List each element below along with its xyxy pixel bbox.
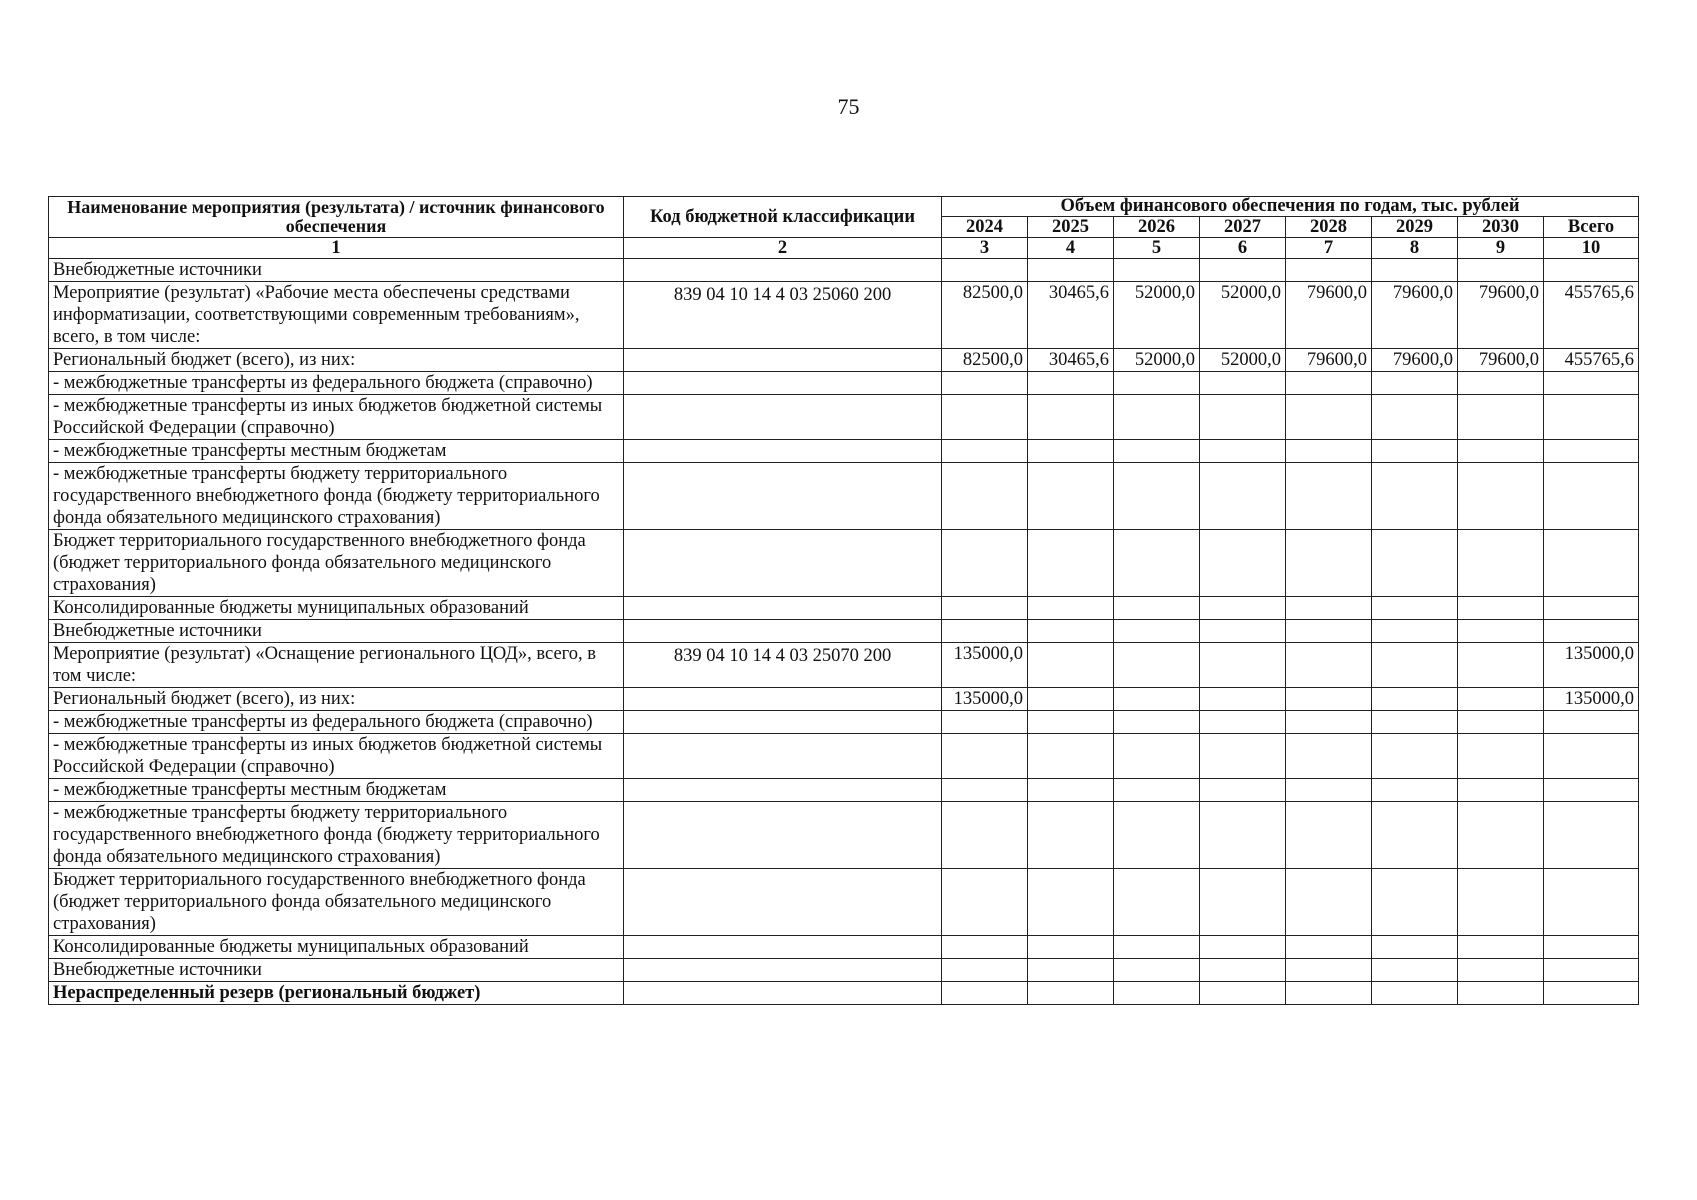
row-year-value [1200,982,1286,1005]
row-year-value [1286,643,1372,688]
row-budget-code [624,620,942,643]
column-number: 7 [1286,238,1372,259]
row-year-value [1028,372,1114,395]
row-year-value [942,597,1028,620]
row-total-value: 455765,6 [1544,282,1639,349]
row-year-value [1028,869,1114,936]
row-year-value: 30465,6 [1028,349,1114,372]
row-year-value [1114,620,1200,643]
row-name: Мероприятие (результат) «Рабочие места обеспечены средствами информатизации, соответствующими современным требованиям», всего, в том числе: [49,282,624,349]
table-row [49,711,1639,734]
row-year-value [1114,597,1200,620]
row-year-value [1114,936,1200,959]
header-year: 2026 [1114,217,1200,238]
row-year-value [1200,734,1286,779]
column-number: 8 [1372,238,1458,259]
row-year-value [942,463,1028,530]
row-year-value [1286,936,1372,959]
row-year-value [1028,936,1114,959]
row-year-value [1200,259,1286,282]
row-year-value [1200,643,1286,688]
row-year-value [1200,463,1286,530]
row-total-value [1544,372,1639,395]
row-year-value [1028,734,1114,779]
row-year-value [942,711,1028,734]
table-row [49,530,1639,597]
table-row [49,259,1639,282]
table-row [49,779,1639,802]
row-year-value [1028,779,1114,802]
row-year-value [1286,959,1372,982]
column-numbers-row [49,238,1639,259]
row-year-value [1200,869,1286,936]
row-year-value [1458,688,1544,711]
row-year-value [1372,530,1458,597]
row-year-value: 79600,0 [1372,349,1458,372]
row-year-value [1458,530,1544,597]
row-budget-code [624,688,942,711]
row-year-value [1372,597,1458,620]
row-year-value [1458,440,1544,463]
header-code: Код бюджетной классификации [624,197,942,238]
row-name: - межбюджетные трансферты из иных бюджетов бюджетной системы Российской Федерации (справочно) [49,734,624,779]
row-year-value [1114,643,1200,688]
row-year-value [1114,440,1200,463]
row-total-value [1544,802,1639,869]
row-budget-code: 839 04 10 14 4 03 25060 200 [624,282,942,349]
row-year-value [1200,779,1286,802]
row-year-value [1028,643,1114,688]
row-year-value [1458,802,1544,869]
row-year-value [1028,711,1114,734]
row-budget-code: 839 04 10 14 4 03 25070 200 [624,643,942,688]
row-year-value [1458,597,1544,620]
row-year-value [1114,463,1200,530]
row-total-value [1544,597,1639,620]
row-name: Мероприятие (результат) «Оснащение регионального ЦОД», всего, в том числе: [49,643,624,688]
row-year-value [1458,936,1544,959]
row-name: - межбюджетные трансферты из федерального бюджета (справочно) [49,711,624,734]
row-budget-code [624,372,942,395]
row-budget-code [624,597,942,620]
column-number: 5 [1114,238,1200,259]
row-name: Региональный бюджет (всего), из них: [49,688,624,711]
row-year-value [1114,259,1200,282]
row-year-value [1114,372,1200,395]
row-year-value [1372,620,1458,643]
row-year-value [1372,779,1458,802]
row-year-value: 52000,0 [1114,282,1200,349]
table-row [49,734,1639,779]
row-total-value [1544,259,1639,282]
row-year-value: 30465,6 [1028,282,1114,349]
row-total-value [1544,463,1639,530]
row-year-value [1372,643,1458,688]
row-year-value [1458,643,1544,688]
row-year-value [1286,982,1372,1005]
row-year-value [1028,620,1114,643]
row-year-value [1372,463,1458,530]
row-budget-code [624,440,942,463]
row-year-value [1028,395,1114,440]
row-year-value [1028,802,1114,869]
row-year-value [1372,734,1458,779]
row-year-value [1458,259,1544,282]
row-year-value [1372,440,1458,463]
header-year: 2027 [1200,217,1286,238]
row-year-value [1028,463,1114,530]
row-year-value [1458,779,1544,802]
row-budget-code [624,530,942,597]
row-year-value [942,620,1028,643]
row-year-value [1114,802,1200,869]
row-year-value [1458,395,1544,440]
row-year-value [1286,620,1372,643]
row-year-value [1372,959,1458,982]
row-name: Бюджет территориального государственного внебюджетного фонда (бюджет территориального фонда обязательного медицинского страхования) [49,530,624,597]
table-row [49,282,1639,349]
row-name: - межбюджетные трансферты бюджету территориального государственного внебюджетного фонда (бюджету территориального фонда обязательного медицинского страхования) [49,463,624,530]
row-year-value: 79600,0 [1286,349,1372,372]
row-budget-code [624,982,942,1005]
row-budget-code [624,395,942,440]
row-total-value: 455765,6 [1544,349,1639,372]
row-budget-code [624,259,942,282]
row-year-value [942,959,1028,982]
row-total-value [1544,620,1639,643]
row-year-value [1114,395,1200,440]
column-number: 6 [1200,238,1286,259]
row-budget-code [624,802,942,869]
row-year-value [942,869,1028,936]
row-year-value [1200,440,1286,463]
row-year-value [1200,395,1286,440]
row-name: Бюджет территориального государственного внебюджетного фонда (бюджет территориального фонда обязательного медицинского страхования) [49,869,624,936]
row-year-value [1458,620,1544,643]
row-year-value [1286,779,1372,802]
row-year-value [942,734,1028,779]
row-name: Нераспределенный резерв (региональный бюджет) [49,982,624,1005]
column-number: 4 [1028,238,1114,259]
row-name: Внебюджетные источники [49,620,624,643]
row-year-value [1286,869,1372,936]
row-year-value [1200,597,1286,620]
row-total-value [1544,959,1639,982]
row-year-value [1372,982,1458,1005]
row-name: - межбюджетные трансферты из федерального бюджета (справочно) [49,372,624,395]
row-year-value: 52000,0 [1200,349,1286,372]
header-year: 2029 [1372,217,1458,238]
row-total-value [1544,982,1639,1005]
row-year-value [1286,802,1372,869]
row-name: - межбюджетные трансферты бюджету территориального государственного внебюджетного фонда (бюджету территориального фонда обязательного медицинского страхования) [49,802,624,869]
header-name: Наименование мероприятия (результата) / источник финансового обеспечения [49,197,624,238]
row-year-value [1372,259,1458,282]
row-year-value [1114,530,1200,597]
table-row [49,372,1639,395]
table-row [49,463,1639,530]
table-row [49,440,1639,463]
row-year-value [942,936,1028,959]
row-year-value [1200,688,1286,711]
row-year-value [1458,711,1544,734]
table-body [49,259,1639,1005]
row-year-value [1286,440,1372,463]
row-year-value [1372,372,1458,395]
row-year-value [942,395,1028,440]
row-year-value [942,802,1028,869]
row-year-value [1114,734,1200,779]
table-row [49,395,1639,440]
row-name: Консолидированные бюджеты муниципальных образований [49,936,624,959]
column-number: 3 [942,238,1028,259]
row-year-value [1458,372,1544,395]
row-total-value [1544,734,1639,779]
row-year-value [1114,688,1200,711]
column-number: 9 [1458,238,1544,259]
row-year-value [1372,802,1458,869]
row-year-value [1200,372,1286,395]
row-year-value [1200,530,1286,597]
row-year-value [942,530,1028,597]
table-row [49,597,1639,620]
row-total-value [1544,395,1639,440]
row-year-value: 52000,0 [1114,349,1200,372]
table-row [49,802,1639,869]
row-name: Внебюджетные источники [49,259,624,282]
row-year-value [942,372,1028,395]
header-year: 2024 [942,217,1028,238]
row-year-value [1458,982,1544,1005]
row-total-value: 135000,0 [1544,643,1639,688]
header-year: 2025 [1028,217,1114,238]
row-year-value [1200,620,1286,643]
row-year-value [1200,711,1286,734]
row-year-value: 79600,0 [1372,282,1458,349]
row-year-value [942,440,1028,463]
row-name: Внебюджетные источники [49,959,624,982]
row-year-value [1028,982,1114,1005]
row-year-value [1372,936,1458,959]
row-year-value [942,259,1028,282]
row-year-value: 79600,0 [1458,349,1544,372]
row-budget-code [624,349,942,372]
row-year-value [1028,597,1114,620]
row-year-value [1372,869,1458,936]
table-row [49,869,1639,936]
row-year-value [1458,463,1544,530]
row-name: - межбюджетные трансферты местным бюджетам [49,779,624,802]
row-year-value [1286,463,1372,530]
row-total-value [1544,530,1639,597]
row-year-value [1286,259,1372,282]
row-year-value [1458,734,1544,779]
row-year-value: 52000,0 [1200,282,1286,349]
table-row [49,982,1639,1005]
row-year-value [1028,440,1114,463]
table-row [49,688,1639,711]
row-year-value [1458,959,1544,982]
row-year-value: 79600,0 [1458,282,1544,349]
row-total-value [1544,711,1639,734]
row-year-value [1028,530,1114,597]
row-budget-code [624,936,942,959]
row-budget-code [624,463,942,530]
row-year-value [1286,395,1372,440]
row-total-value [1544,936,1639,959]
header-total: Всего [1544,217,1639,238]
table-row [49,620,1639,643]
row-name: - межбюджетные трансферты из иных бюджетов бюджетной системы Российской Федерации (справочно) [49,395,624,440]
row-year-value [1286,372,1372,395]
row-year-value [1028,688,1114,711]
row-budget-code [624,959,942,982]
row-year-value: 82500,0 [942,282,1028,349]
row-total-value [1544,440,1639,463]
row-year-value [1286,597,1372,620]
row-total-value [1544,779,1639,802]
row-budget-code [624,711,942,734]
row-name: Консолидированные бюджеты муниципальных образований [49,597,624,620]
page-number: 75 [837,94,860,119]
row-year-value [1200,959,1286,982]
row-year-value [1200,802,1286,869]
header-volume: Объем финансового обеспечения по годам, тыс. рублей [942,197,1639,217]
row-year-value [1114,959,1200,982]
row-year-value [1200,936,1286,959]
row-name: Региональный бюджет (всего), из них: [49,349,624,372]
row-year-value [942,982,1028,1005]
table-row [49,959,1639,982]
row-year-value [1114,982,1200,1005]
row-year-value: 79600,0 [1286,282,1372,349]
row-year-value [1286,530,1372,597]
column-number: 2 [624,238,942,259]
row-year-value [1286,734,1372,779]
row-year-value [1114,711,1200,734]
row-year-value [1458,869,1544,936]
header-year: 2030 [1458,217,1544,238]
row-year-value: 135000,0 [942,643,1028,688]
row-year-value [1372,711,1458,734]
row-year-value [1028,259,1114,282]
row-year-value [1286,688,1372,711]
row-name: - межбюджетные трансферты местным бюджетам [49,440,624,463]
row-year-value [942,779,1028,802]
row-year-value [1286,711,1372,734]
row-year-value: 135000,0 [942,688,1028,711]
row-year-value [1028,959,1114,982]
budget-table [48,196,1639,1005]
row-year-value [1372,688,1458,711]
row-total-value [1544,869,1639,936]
row-year-value: 82500,0 [942,349,1028,372]
row-budget-code [624,779,942,802]
column-number: 10 [1544,238,1639,259]
row-year-value [1372,395,1458,440]
table-row [49,349,1639,372]
column-number: 1 [49,238,624,259]
table-row [49,936,1639,959]
row-year-value [1114,869,1200,936]
table-row [49,643,1639,688]
row-total-value: 135000,0 [1544,688,1639,711]
header-row-top [49,197,1639,217]
header-year: 2028 [1286,217,1372,238]
row-budget-code [624,869,942,936]
row-year-value [1114,779,1200,802]
row-budget-code [624,734,942,779]
